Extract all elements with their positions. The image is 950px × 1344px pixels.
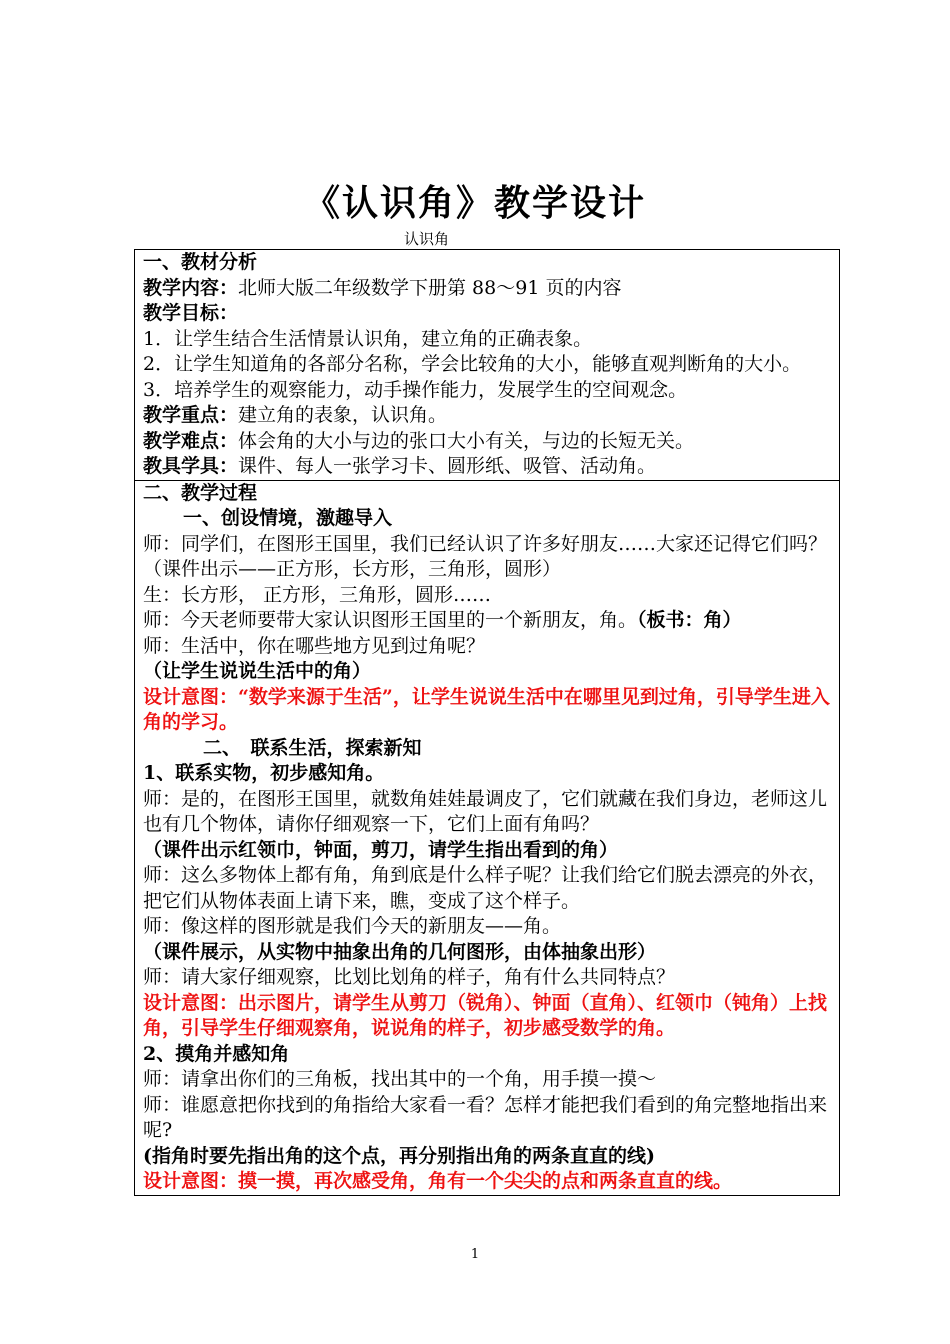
- paragraph: 师：这么多物体上都有角，角到底是什么样子呢？让我们给它们脱去漂亮的外衣，把它们从物体表面上请下来，瞧，变成了这个样子。: [143, 864, 828, 912]
- design-intent: 设计意图：摸一摸，再次感受角，角有一个尖尖的点和两条直直的线。: [143, 1170, 733, 1192]
- paragraph: 师：生活中，你在哪些地方见到过角呢？: [143, 634, 486, 657]
- instruction-note: （课件出示红领巾，钟面，剪刀，请学生指出看到的角）: [143, 838, 619, 861]
- design-intent: 设计意图：出示图片，请学生从剪刀（锐角）、钟面（直角）、红领巾（钝角）上找角，引导学生仔细观察角，说说角的样子，初步感受数学的角。: [143, 991, 828, 1039]
- sub-heading: 1、联系实物，初步感知角。: [143, 762, 385, 784]
- instruction-note: （让学生说说生活中的角）: [143, 660, 372, 682]
- material-analysis-cell: [135, 250, 839, 480]
- document-subtitle: 认识角: [404, 230, 450, 248]
- key-point-label: 教学重点：: [143, 404, 239, 426]
- paragraph: 师：同学们，在图形王国里，我们已经认识了许多好朋友……大家还记得它们吗？（课件出示——正方形，长方形，三角形，圆形）: [143, 532, 828, 580]
- key-point-row: [143, 403, 833, 429]
- paragraph: 师：是的，在图形王国里，就数角娃娃最调皮了，它们就藏在我们身边，老师这儿也有几个物体，请你仔细观察一下，它们上面有角吗？: [143, 787, 828, 835]
- paragraph: 师：像这样的图形就是我们今天的新朋友——角。: [143, 915, 562, 937]
- tools-label: 教具学具：: [143, 455, 239, 477]
- difficulty-text: 体会角的大小与边的张口大小有关，与边的长短无关。: [238, 429, 695, 452]
- design-intent: 设计意图：“数学来源于生活”，让学生说说生活中在哪里见到过角，引导学生进入角的学习。: [143, 685, 830, 733]
- difficulty-row: [143, 429, 833, 455]
- goal-item: 1．让学生结合生活情景认识角，建立角的正确表象。: [143, 327, 593, 350]
- paragraph: 师：请大家仔细观察，比划比划角的样子，角有什么共同特点？: [143, 966, 676, 988]
- key-point-text: 建立角的表象，认识角。: [238, 404, 448, 426]
- document-title: 《认识角》教学设计: [303, 182, 646, 224]
- content-label: 教学内容：: [143, 276, 239, 299]
- goal-item: 2．让学生知道角的各部分名称，学会比较角的大小，能够直观判断角的大小。: [143, 353, 802, 375]
- paragraph-with-note: [143, 608, 833, 634]
- content-text: 北师大版二年级数学下册第 88～91 页的内容: [238, 276, 622, 299]
- paragraph: 生：长方形， 正方形，三角形，圆形……: [143, 583, 492, 606]
- section-heading: 一、教材分析: [143, 251, 258, 273]
- part-heading: 一、创设情境，激趣导入: [183, 507, 393, 529]
- instruction-note: （课件展示，从实物中抽象出角的几何图形，由体抽象出形）: [143, 940, 657, 963]
- goals-label: 教学目标：: [143, 302, 239, 324]
- lesson-table: [134, 249, 840, 1196]
- part-heading: 二、 联系生活，探索新知: [203, 736, 422, 759]
- section-heading: 二、教学过程: [143, 481, 258, 504]
- content-row: [143, 276, 833, 302]
- tools-row: [143, 454, 833, 480]
- tools-text: 课件、每人一张学习卡、圆形纸、吸管、活动角。: [238, 455, 657, 477]
- goal-item: 3．培养学生的观察能力，动手操作能力，发展学生的空间观念。: [143, 378, 688, 401]
- paragraph: 师：请拿出你们的三角板，找出其中的一个角，用手摸一摸～: [143, 1068, 657, 1090]
- page-number: 1: [470, 1247, 480, 1262]
- teaching-process-cell: [135, 480, 839, 1195]
- difficulty-label: 教学难点：: [143, 429, 239, 452]
- paragraph-text: 师：今天老师要带大家认识图形王国里的一个新朋友，角。: [143, 609, 638, 631]
- paragraph: 师：谁愿意把你找到的角指给大家看一看？怎样才能把我们看到的角完整地指出来呢?: [143, 1093, 828, 1141]
- board-note: （板书：角）: [637, 609, 742, 631]
- sub-heading: 2、摸角并感知角: [143, 1042, 290, 1065]
- instruction-note: (指角时要先指出角的这个点，再分别指出角的两条直直的线): [143, 1144, 655, 1167]
